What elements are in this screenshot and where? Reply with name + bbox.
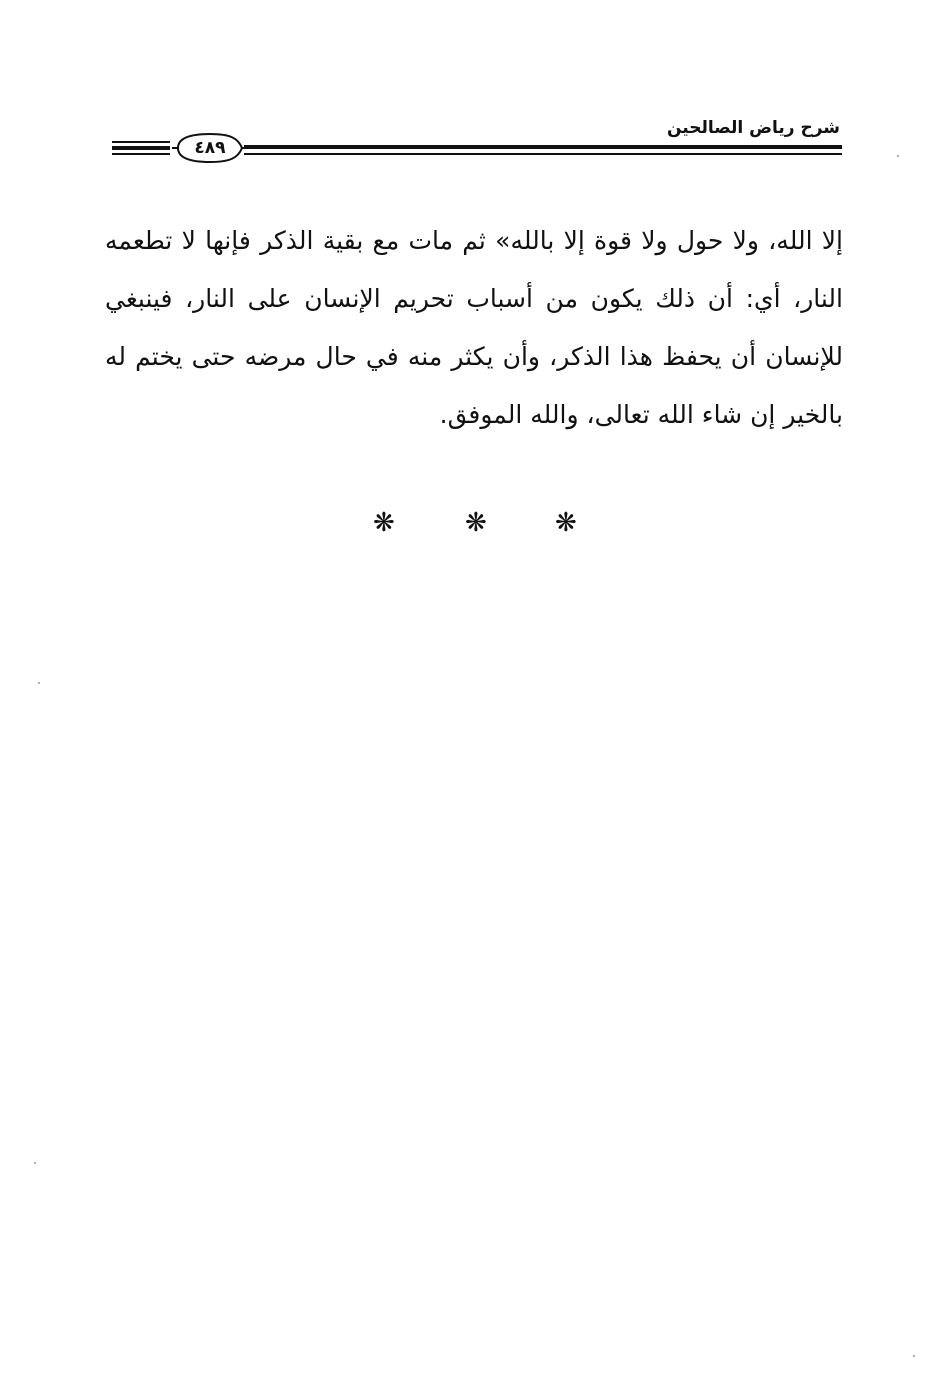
page-number: ٤٨٩ bbox=[194, 138, 226, 158]
ornament-star-icon: ❋ bbox=[555, 508, 577, 538]
ornament-star-icon: ❋ bbox=[373, 508, 395, 538]
running-header-title: شرح رياض الصالحين bbox=[666, 118, 840, 138]
body-paragraph: إلا الله، ولا حول ولا قوة إلا بالله» ثم مات مع بقية الذكر فإنها لا تطعمه النار، أي: أن ذلك يكون من أسباب تحريم الإنسان على النار، فينبغي للإنسان أن يحفظ هذا الذكر، وأن يكثر منه في حال مرضه حتى يختم له بالخير إن شاء الله تعالى، والله الموفق. bbox=[105, 226, 843, 429]
scan-speck bbox=[897, 155, 899, 157]
scan-speck bbox=[913, 1355, 915, 1357]
ornament-star-icon: ❋ bbox=[465, 508, 487, 538]
scan-speck bbox=[34, 1162, 36, 1164]
scan-speck bbox=[38, 682, 40, 684]
section-separator bbox=[0, 505, 950, 541]
